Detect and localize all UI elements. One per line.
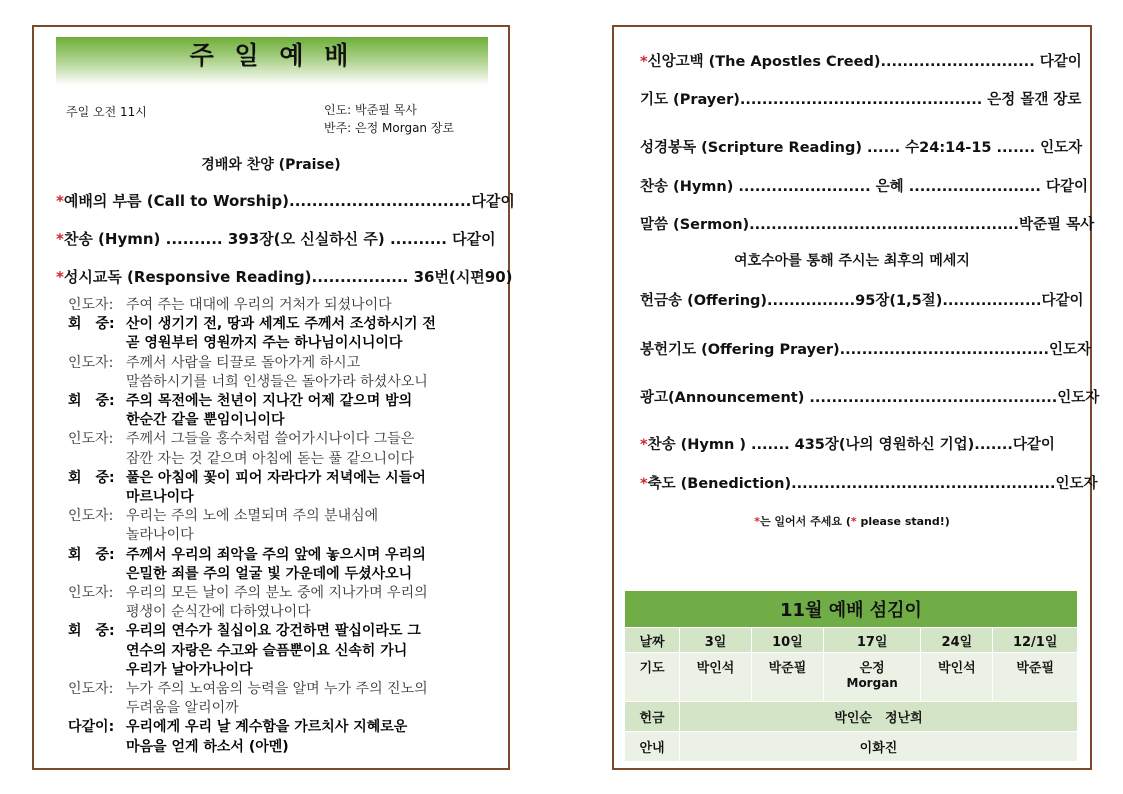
offering-names: 박인순 정난희 [680,702,1078,732]
stand-marker: * [754,515,760,528]
stand-marker: * [640,476,648,492]
right-panel [612,25,1100,770]
reading-line: 말씀하시기를 너희 인생들은 돌아가라 하셨사오니 [126,373,428,390]
prayer-name: 은정 [859,661,885,676]
prayer-cell: 박인석 [921,653,993,702]
roster-date-row [625,628,1078,653]
roster-prayer-row [625,653,1078,702]
hymn: 찬송 (Hymn) ........................ 은혜 ........................ 다같이 [640,179,1088,195]
reading-line: 주께서 그들을 홍수처럼 쓸어가시나이다 그들은 [126,431,415,448]
date-label: 날짜 [625,628,680,653]
reading-line: 주여 주는 대대에 우리의 거처가 되셨나이다 [126,297,392,313]
reading-speaker: 인도자: [68,508,114,525]
prayer-cell: 박준필 [751,653,823,702]
left-panel [32,25,515,770]
stand-marker: * [850,515,857,528]
stand-marker: * [56,192,64,210]
date-cell: 24일 [921,628,993,653]
prayer-name-sub: Morgan [846,676,898,690]
leader-label: 인도: 박준필 목사 [324,103,417,117]
reading-line: 곧 영원부터 영원까지 주는 하나님이시니이다 [126,335,403,352]
apostles-creed [640,50,1082,71]
date-cell: 3일 [680,628,752,653]
reading-line: 놀라나이다 [126,527,194,544]
responsive-reading [56,266,513,287]
service-time: 주일 오전 11시 [66,105,147,119]
closing-hymn-text: 찬송 (Hymn ) ....... 435장(나의 영원하신 기업).......다같이 [647,437,1055,453]
page-title: 주 일 예 배 [189,41,355,70]
reading-speaker: 인도자: [68,354,114,371]
reading-line: 주께서 사람을 티끌로 돌아가게 하시고 [126,354,361,371]
reading-line: 은밀한 죄를 주의 얼굴 빛 가운데에 두셨사오니 [126,565,413,582]
offering-prayer: 봉헌기도 (Offering Prayer)......................................인도자 [640,342,1091,358]
sermon-title: 여호수아를 통해 주시는 최후의 메세지 [734,253,970,269]
reading-line: 주의 목전에는 천년이 지나간 어제 같으며 밤의 [126,393,413,409]
stand-note-text-b: please stand!) [856,515,950,528]
reading-line: 잠깐 자는 것 같으며 아침에 돋는 풀 같으니이다 [126,450,415,467]
reading-line: 풀은 아침에 꽃이 피어 자라다가 저녁에는 시들어 [126,469,426,486]
scripture-reading: 성경봉독 (Scripture Reading) ...... 수24:14-15 ....... 인도자 [640,140,1083,156]
stand-marker: * [56,230,64,248]
call-to-worship [56,190,515,211]
reading-speaker: 회 중: [68,623,115,640]
call-to-worship-text: 예배의 부름 (Call to Worship)................................다같이 [63,192,515,210]
prayer-cell [823,653,920,702]
reading-line: 우리가 날아가나이다 [126,661,253,678]
date-cell: 17일 [823,628,920,653]
title-banner [56,37,488,85]
benediction [640,472,1098,493]
reading-line: 주께서 우리의 죄악을 주의 앞에 놓으시며 우리의 [126,546,426,563]
offering-label: 헌금 [625,702,680,732]
announcement: 광고(Announcement) .............................................인도자 [640,390,1100,406]
guide-label: 안내 [625,732,680,762]
apostles-creed-text: 신앙고백 (The Apostles Creed)............................ 다같이 [647,54,1082,70]
reading-speaker: 회 중: [68,316,115,333]
reading-speaker: 회 중: [68,393,115,409]
stand-marker: * [640,437,648,453]
prayer-cell: 박준필 [993,653,1078,702]
opening-hymn [56,228,496,249]
prayer-cell: 박인석 [680,653,752,702]
closing-hymn [640,433,1055,454]
reading-line: 두려움을 알리이까 [126,700,239,717]
reading-line: 우리의 모든 날이 주의 분노 중에 지나가며 우리의 [126,585,428,601]
guide-names: 이화진 [680,732,1078,762]
reading-speaker: 다같이: [68,719,115,736]
reading-speaker: 회 중: [68,546,115,563]
roster-offering-row [625,702,1078,732]
stand-note [614,513,1090,529]
offering: 헌금송 (Offering)................95장(1,5절)..................다같이 [640,293,1084,309]
reading-speaker: 인도자: [68,585,114,601]
sermon: 말씀 (Sermon).................................................박준필 목사 [640,217,1095,233]
stand-marker: * [640,54,648,70]
reading-line: 마르나이다 [126,489,194,505]
reading-line: 산이 생기기 전, 땅과 세계도 주께서 조성하시기 전 [126,316,436,333]
prayer: 기도 (Prayer)............................................ 은정 몰갠 장로 [640,92,1082,108]
reading-speaker: 인도자: [68,297,114,313]
roster-title: 11월 예배 섬김이 [625,591,1078,628]
roster-guide-row [625,732,1078,762]
reading-line: 연수의 자랑은 수고와 슬픔뿐이요 신속히 가니 [126,642,408,659]
reading-line: 우리의 연수가 칠십이요 강건하면 팔십이라도 그 [126,623,421,640]
stand-marker: * [56,268,64,286]
reading-speaker: 인도자: [68,681,114,697]
reading-line: 한순간 같을 뿐임이니이다 [126,412,285,429]
reading-line: 마음을 얻게 하소서 (아멘) [126,738,289,755]
reading-line: 우리는 주의 노에 소멸되며 주의 분내심에 [126,508,379,525]
date-cell: 12/1일 [993,628,1078,653]
reading-speaker: 인도자: [68,431,114,448]
date-cell: 10일 [751,628,823,653]
prayer-label: 기도 [625,653,680,702]
reading-speaker: 회 중: [68,469,115,486]
benediction-text: 축도 (Benediction)................................................인도자 [647,476,1098,492]
pianist-label: 반주: 은정 Morgan 장로 [324,121,455,135]
reading-line: 평생이 순식간에 다하였나이다 [126,604,311,621]
stand-note-text-a: 는 일어서 주세요 ( [759,515,851,528]
reading-line: 누가 주의 노여움의 능력을 알며 누가 주의 진노의 [126,681,428,697]
responsive-reading-text: 성시교독 (Responsive Reading)................. 36번(시편90) [63,268,513,286]
reading-line: 우리에게 우리 날 계수함을 가르치사 지혜로운 [126,719,408,736]
service-roster-table [624,590,1078,762]
praise-heading: 경배와 찬양 (Praise) [201,157,341,173]
opening-hymn-text: 찬송 (Hymn) .......... 393장(오 신실하신 주) .......... 다같이 [63,230,496,248]
